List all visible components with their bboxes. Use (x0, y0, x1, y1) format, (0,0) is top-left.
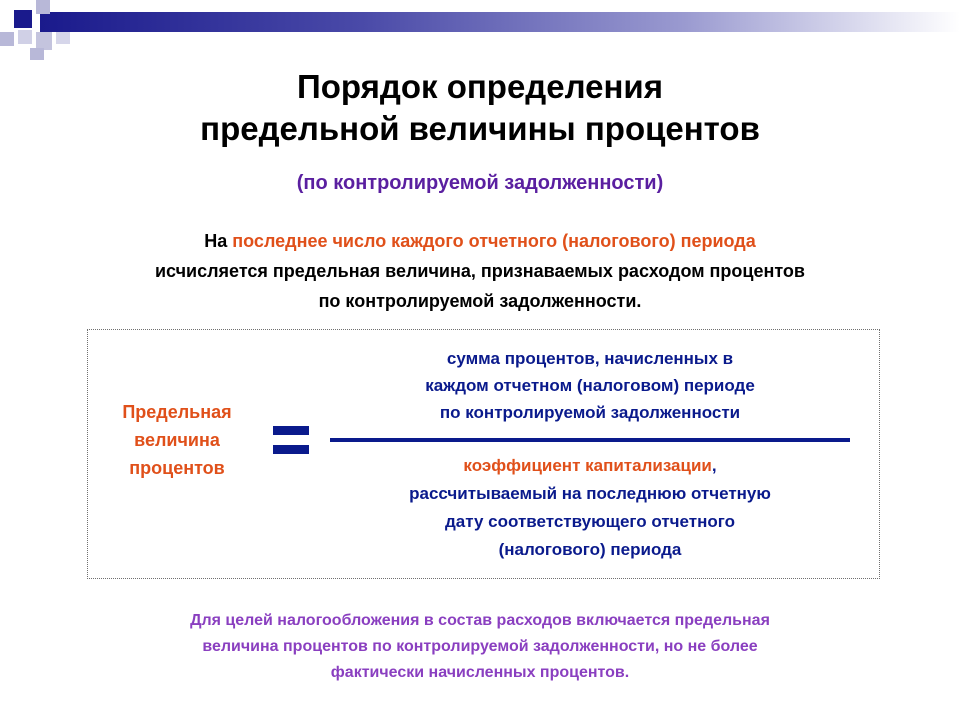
page-subtitle: (по контролируемой задолженности) (296, 172, 664, 194)
decor-square-light (30, 48, 44, 60)
decor-square-light (56, 32, 70, 44)
intro-highlight: последнее число каждого отчетного (налогового) периода (232, 231, 756, 251)
formula-numerator (330, 345, 850, 426)
fraction-bar (330, 438, 850, 442)
numerator-line: по контролируемой задолженности (439, 403, 741, 422)
title-line-1: Порядок определения (297, 68, 663, 105)
lhs-line: процентов (129, 458, 225, 478)
title-line-2: предельной величины процентов (200, 110, 760, 147)
decor-square-light (0, 32, 14, 46)
decor-square-dark (14, 10, 32, 28)
intro-line-2: исчисляется предельная величина, признаваемых расходом процентов (154, 261, 805, 281)
header-gradient-bar (40, 12, 960, 32)
denominator-line (330, 452, 850, 480)
footer-note (0, 608, 960, 686)
formula-lhs (97, 398, 257, 482)
numerator-line: каждом отчетном (налоговом) периоде (425, 376, 755, 395)
denominator-comma: , (711, 456, 717, 475)
lhs-line: Предельная (122, 402, 232, 422)
intro-prefix: На (204, 231, 233, 251)
lhs-line: величина (134, 430, 220, 450)
equals-sign-icon (273, 426, 309, 456)
intro-paragraph (0, 226, 960, 316)
intro-line-3: по контролируемой задолженности. (318, 291, 642, 311)
footer-line: величина процентов по контролируемой задолженности, но не более (202, 638, 758, 655)
numerator-line: сумма процентов, начисленных в (446, 349, 734, 368)
footer-line: Для целей налогообложения в состав расходов включается предельная (190, 612, 770, 629)
denominator-line: рассчитываемый на последнюю отчетную (409, 484, 771, 503)
page-title (0, 66, 960, 150)
denominator-highlight: коэффициент капитализации (463, 456, 712, 475)
decor-square-light (36, 0, 50, 14)
footer-line: фактически начисленных процентов. (330, 664, 630, 681)
denominator-line: дату соответствующего отчетного (444, 512, 735, 531)
denominator-line: (налогового) периода (498, 540, 682, 559)
formula-denominator (330, 452, 850, 564)
intro-line-1 (0, 226, 960, 256)
decor-square-light (18, 30, 32, 44)
